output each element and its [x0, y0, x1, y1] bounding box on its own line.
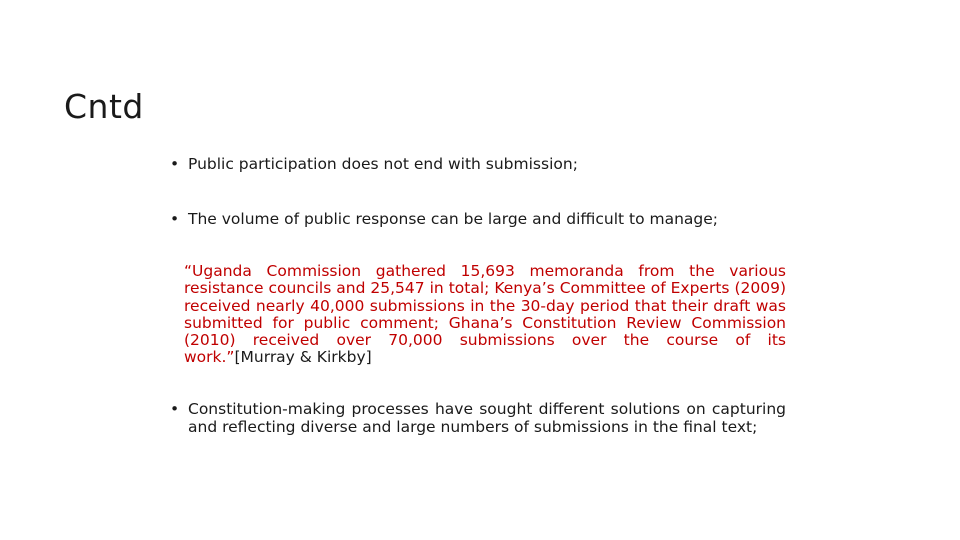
quote-text: “Uganda Commission gathered 15,693 memoranda from the various resistance councils and 25,547 in total; Kenya’s Committee of Experts (2009) received nearly 40,000 submissions in the 30-day period that their draft was submitted for public comment; Ghana’s Constitution Review Commission (2010) received over 70,000 submissions over the course of its work.”	[184, 262, 786, 367]
bullet-dot-icon: •	[170, 400, 180, 418]
bullet-text: Public participation does not end with submission;	[188, 155, 578, 173]
quote-citation: [Murray & Kirkby]	[234, 348, 372, 367]
bullet-item	[170, 156, 650, 174]
slide-title: Cntd	[64, 87, 144, 126]
bullet-dot-icon: •	[170, 155, 180, 173]
quote-block	[184, 263, 786, 367]
bullet-item	[170, 401, 786, 436]
bullet-text: Constitution-making processes have sought different solutions on capturing and reflecting diverse and large numbers of submissions in the final text;	[188, 400, 786, 436]
bullet-text: The volume of public response can be large and difficult to manage;	[188, 210, 719, 228]
bullet-item	[170, 211, 790, 229]
bullet-dot-icon: •	[170, 210, 180, 228]
